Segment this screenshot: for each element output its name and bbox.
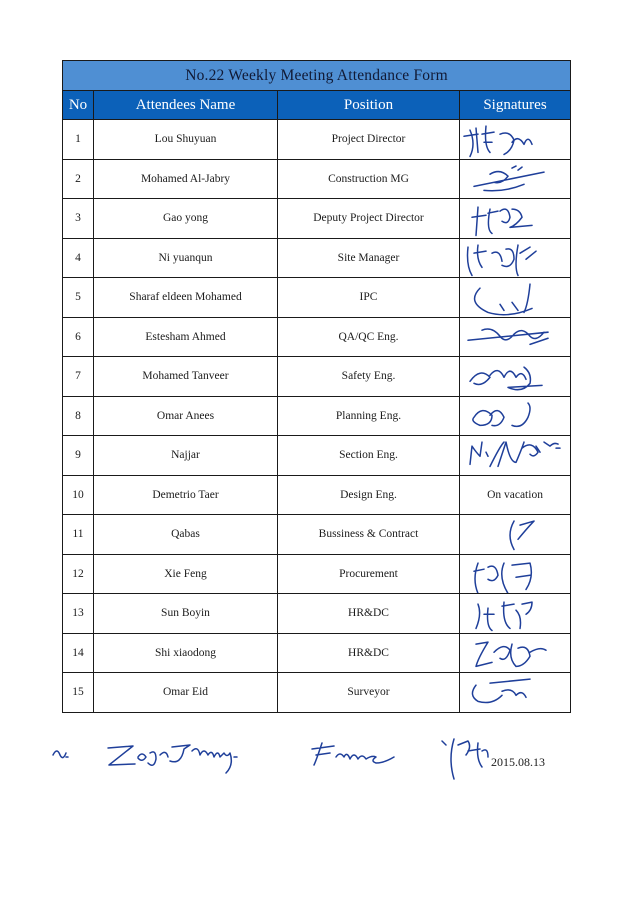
row-number: 10 — [63, 475, 94, 515]
table-row — [63, 159, 571, 199]
signature-cell — [460, 633, 571, 673]
table-row — [63, 357, 571, 397]
row-number: 15 — [63, 673, 94, 713]
attendee-name: Gao yong — [94, 199, 278, 239]
row-number: 5 — [63, 278, 94, 318]
attendee-position: Procurement — [278, 554, 460, 594]
signature-stroke — [472, 207, 532, 235]
row-number: 7 — [63, 357, 94, 397]
handwritten-signature — [460, 160, 570, 199]
signature-stroke — [476, 642, 546, 666]
signature-cell — [460, 238, 571, 278]
attendee-name: Shi xiaodong — [94, 633, 278, 673]
attendance-form-table — [62, 60, 571, 713]
signature-cell — [460, 475, 571, 515]
attendee-position: Design Eng. — [278, 475, 460, 515]
row-number: 11 — [63, 515, 94, 555]
signature-cell — [460, 436, 571, 476]
table-row — [63, 554, 571, 594]
signature-cell — [460, 317, 571, 357]
attendee-name: Ni yuanqun — [94, 238, 278, 278]
attendee-position: Section Eng. — [278, 436, 460, 476]
attendee-name: Mohamed Tanveer — [94, 357, 278, 397]
signature-stroke — [470, 367, 542, 390]
header-signatures: Signatures — [460, 91, 571, 120]
signature-cell — [460, 515, 571, 555]
signature-cell — [460, 278, 571, 318]
row-number: 8 — [63, 396, 94, 436]
table-row — [63, 515, 571, 555]
signature-cell — [460, 199, 571, 239]
handwritten-signature — [460, 555, 570, 594]
attendee-position: Surveyor — [278, 673, 460, 713]
table-row — [63, 436, 571, 476]
attendee-position: Safety Eng. — [278, 357, 460, 397]
signature-cell — [460, 554, 571, 594]
signature-stroke — [474, 563, 531, 593]
attendee-position: Project Director — [278, 120, 460, 160]
attendee-name: Najjar — [94, 436, 278, 476]
row-number: 14 — [63, 633, 94, 673]
table-row — [63, 673, 571, 713]
attendee-position: HR&DC — [278, 633, 460, 673]
table-row — [63, 594, 571, 634]
signature-stroke — [510, 521, 534, 549]
header-no: No — [63, 91, 94, 120]
handwritten-signature — [460, 199, 570, 238]
signature-stroke — [468, 245, 537, 275]
handwritten-signature — [460, 357, 570, 396]
signature-stroke — [468, 329, 548, 344]
row-number: 12 — [63, 554, 94, 594]
attendee-name: Omar Eid — [94, 673, 278, 713]
signature-text: On vacation — [487, 488, 543, 501]
attendee-position: HR&DC — [278, 594, 460, 634]
row-number: 13 — [63, 594, 94, 634]
handwritten-signature — [460, 634, 570, 673]
attendee-position: Bussiness & Contract — [278, 515, 460, 555]
attendee-position: Deputy Project Director — [278, 199, 460, 239]
attendee-position: QA/QC Eng. — [278, 317, 460, 357]
handwritten-signature — [460, 515, 570, 554]
signature-stroke — [474, 166, 544, 191]
row-number: 4 — [63, 238, 94, 278]
attendee-position: Construction MG — [278, 159, 460, 199]
signature-stroke — [470, 442, 560, 466]
row-number: 6 — [63, 317, 94, 357]
signature-cell — [460, 396, 571, 436]
attendee-name: Xie Feng — [94, 554, 278, 594]
table-row — [63, 238, 571, 278]
handwritten-signature — [460, 318, 570, 357]
table-row — [63, 199, 571, 239]
row-number: 9 — [63, 436, 94, 476]
signature-cell — [460, 159, 571, 199]
table-row — [63, 120, 571, 160]
attendee-position: Site Manager — [278, 238, 460, 278]
attendee-name: Mohamed Al-Jabry — [94, 159, 278, 199]
row-number: 3 — [63, 199, 94, 239]
table-row — [63, 633, 571, 673]
attendee-name: Omar Anees — [94, 396, 278, 436]
attendee-name: Sun Boyin — [94, 594, 278, 634]
attendee-name: Lou Shuyuan — [94, 120, 278, 160]
handwritten-signature — [460, 397, 570, 436]
table-row — [63, 317, 571, 357]
footer-signature-strokes — [53, 739, 488, 779]
signature-cell — [460, 357, 571, 397]
header-row — [63, 91, 571, 120]
footer-date: 2015.08.13 — [491, 755, 545, 769]
attendee-name: Sharaf eldeen Mohamed — [94, 278, 278, 318]
title-row — [63, 61, 571, 91]
row-number: 2 — [63, 159, 94, 199]
signature-stroke — [476, 602, 532, 630]
handwritten-signature — [460, 436, 570, 475]
handwritten-signature — [460, 278, 570, 317]
form-title: No.22 Weekly Meeting Attendance Form — [63, 61, 571, 91]
signature-cell — [460, 120, 571, 160]
signature-stroke — [464, 126, 532, 156]
attendee-rows — [63, 120, 571, 713]
signature-stroke — [473, 403, 530, 426]
handwritten-signature — [460, 120, 570, 159]
handwritten-signature — [460, 239, 570, 278]
signature-stroke — [472, 679, 530, 702]
attendee-name: Demetrio Taer — [94, 475, 278, 515]
handwritten-signature — [460, 594, 570, 633]
attendee-position: Planning Eng. — [278, 396, 460, 436]
attendee-name: Qabas — [94, 515, 278, 555]
signature-cell — [460, 594, 571, 634]
attendee-name: Estesham Ahmed — [94, 317, 278, 357]
header-position: Position — [278, 91, 460, 120]
signature-stroke — [475, 284, 532, 315]
handwritten-signature — [460, 673, 570, 712]
table-row — [63, 475, 571, 515]
row-number: 1 — [63, 120, 94, 160]
table-row — [63, 396, 571, 436]
signature-cell — [460, 673, 571, 713]
table-row — [63, 278, 571, 318]
header-attendees-name: Attendees Name — [94, 91, 278, 120]
attendee-position: IPC — [278, 278, 460, 318]
